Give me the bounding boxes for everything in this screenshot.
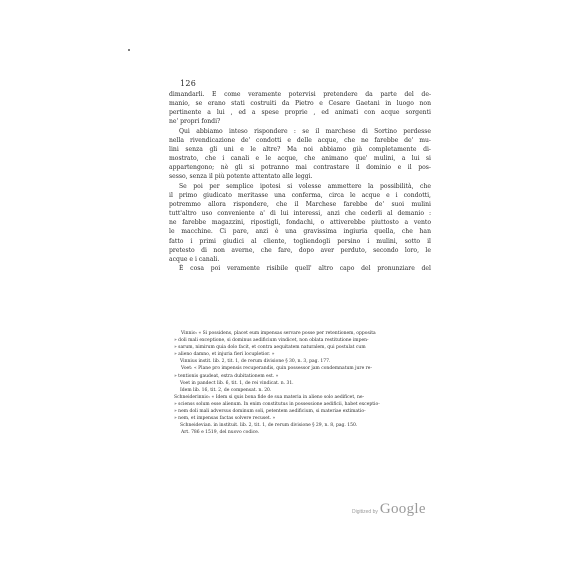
footnote-line: » nem, et impensas factas solvere recuset. »	[174, 416, 276, 422]
text-line: nella rivendicazione de' condotti e delle acque, che ne farebbe de' mu-	[169, 136, 431, 144]
footnote-line: Vinnio: « Si possidens, placet eum impensas servare posse per retentionem, opposita	[181, 331, 376, 336]
text-line: mostrato, che i canali e le acque, che animano que' mulini, a lui si	[169, 155, 431, 163]
main-text	[169, 90, 431, 273]
text-line: acque e i canali.	[169, 255, 220, 263]
footnote-line: » nem doli mali adversus dominum soli, petentem aedificium, si materiae extimatio-	[174, 409, 366, 415]
footnote-line: Schneiderinnio: « Idem si quis bona fide de sua materia in alieno solo aedificet, ne-	[174, 394, 365, 400]
text-line: È cosa poi veramente risibile quell' altro capo del pronunziare del	[179, 264, 431, 272]
footnote-line: Schneidevian. in instituit. lib. 2, tit. 1, de rerum divisione § 29, n. 8, pag. 150.	[180, 423, 358, 429]
text-line: Qui abbiamo inteso rispondere : se il marchese di Sortino perdesse	[179, 127, 431, 135]
text-line: pertinente a lui , ed a spese proprie , ed animati con acque sorgenti	[169, 109, 431, 117]
text-line: pretesto di non averne, che fare, dopo aver perduto, secondo loro, le	[169, 246, 431, 254]
footnotes	[174, 330, 429, 436]
footnote-line: » tentionis gaudeat, extra dubitationem est. »	[174, 373, 279, 379]
footnote-line: » doli mali exceptione, si dominus aedificium vindicet, non oblata restitutione impen-	[174, 338, 369, 344]
text-line: ne farebbe magazzini, ripostigli, fondachi, o attiverebbe piuttosto a vento	[169, 219, 431, 227]
footnote-line: Vinnius instit. lib. 2, tit. 1, de rerum divisione § 30, n. 3, pag. 177.	[180, 359, 331, 365]
text-line: dimandarli. E come veramente potervisi pretendere da parte del de-	[169, 91, 431, 98]
text-line: Se poi per semplice ipotesi si volesse ammettere la possibilità, che	[179, 182, 431, 190]
scan-speck	[128, 49, 130, 51]
text-line: sesso, senza il più potente attentato alle leggi.	[169, 173, 313, 181]
text-line: manio, se erano stati costruiti da Pietro e Cesare Gaetani in luogo non	[169, 100, 431, 108]
text-line: potremmo allora rispondere, che il Marchese farebbe de' suoi mulini	[169, 200, 431, 208]
footnote-line: Art. 786 e 1519, del nuovo codice.	[181, 430, 260, 436]
page-number: 126	[180, 79, 197, 88]
text-line: ne' propri fondi?	[169, 118, 221, 126]
text-line: il primo giudicato meritasse una conferma, circa le acque e i condotti,	[169, 191, 431, 199]
footnote-line: » sarum, nimirum quia dolo facit, et contra aequitatem naturalem, qui postulat cum	[174, 345, 366, 351]
watermark-prefix: Digitized by	[352, 509, 378, 515]
text-line: appartengono; nè gli si potranno mai contrastare il dominio e il pos-	[169, 164, 431, 172]
google-watermark	[352, 501, 426, 518]
text-line: fatto i primi giudici al cliente, togliendogli persino i mulini, sotto il	[169, 237, 431, 245]
text-line: lini senza gli uni e le altre? Ma noi abbiamo già completamente di-	[169, 145, 431, 153]
text-line: le macchine. Ci pare, anzi è una gravissima ingiuria quella, che han	[169, 228, 431, 236]
footnote-line: » scienss solum esse alienum. In enim constitutus in possessione aedificii, habet exceptio-	[174, 401, 380, 407]
text-line: tutt'altro uso conveniente a' di lui interessi, anzi che cederli al demanio :	[169, 210, 431, 218]
footnote-line: Voet: « Plane pro impensis recuperandis, quin possessor jam condemnatum jure re-	[181, 366, 372, 372]
google-logo: Google	[379, 501, 426, 517]
footnote-line: Voet in pandect lib. 6, tit. 1, de rei vindicat. n. 31.	[180, 380, 294, 386]
footnote-line: Idem lib. 16, tit. 2, de compensat. n. 20.	[180, 387, 272, 393]
footnote-line: » alieno damno, et injuria fieri locupletior. »	[174, 352, 275, 358]
